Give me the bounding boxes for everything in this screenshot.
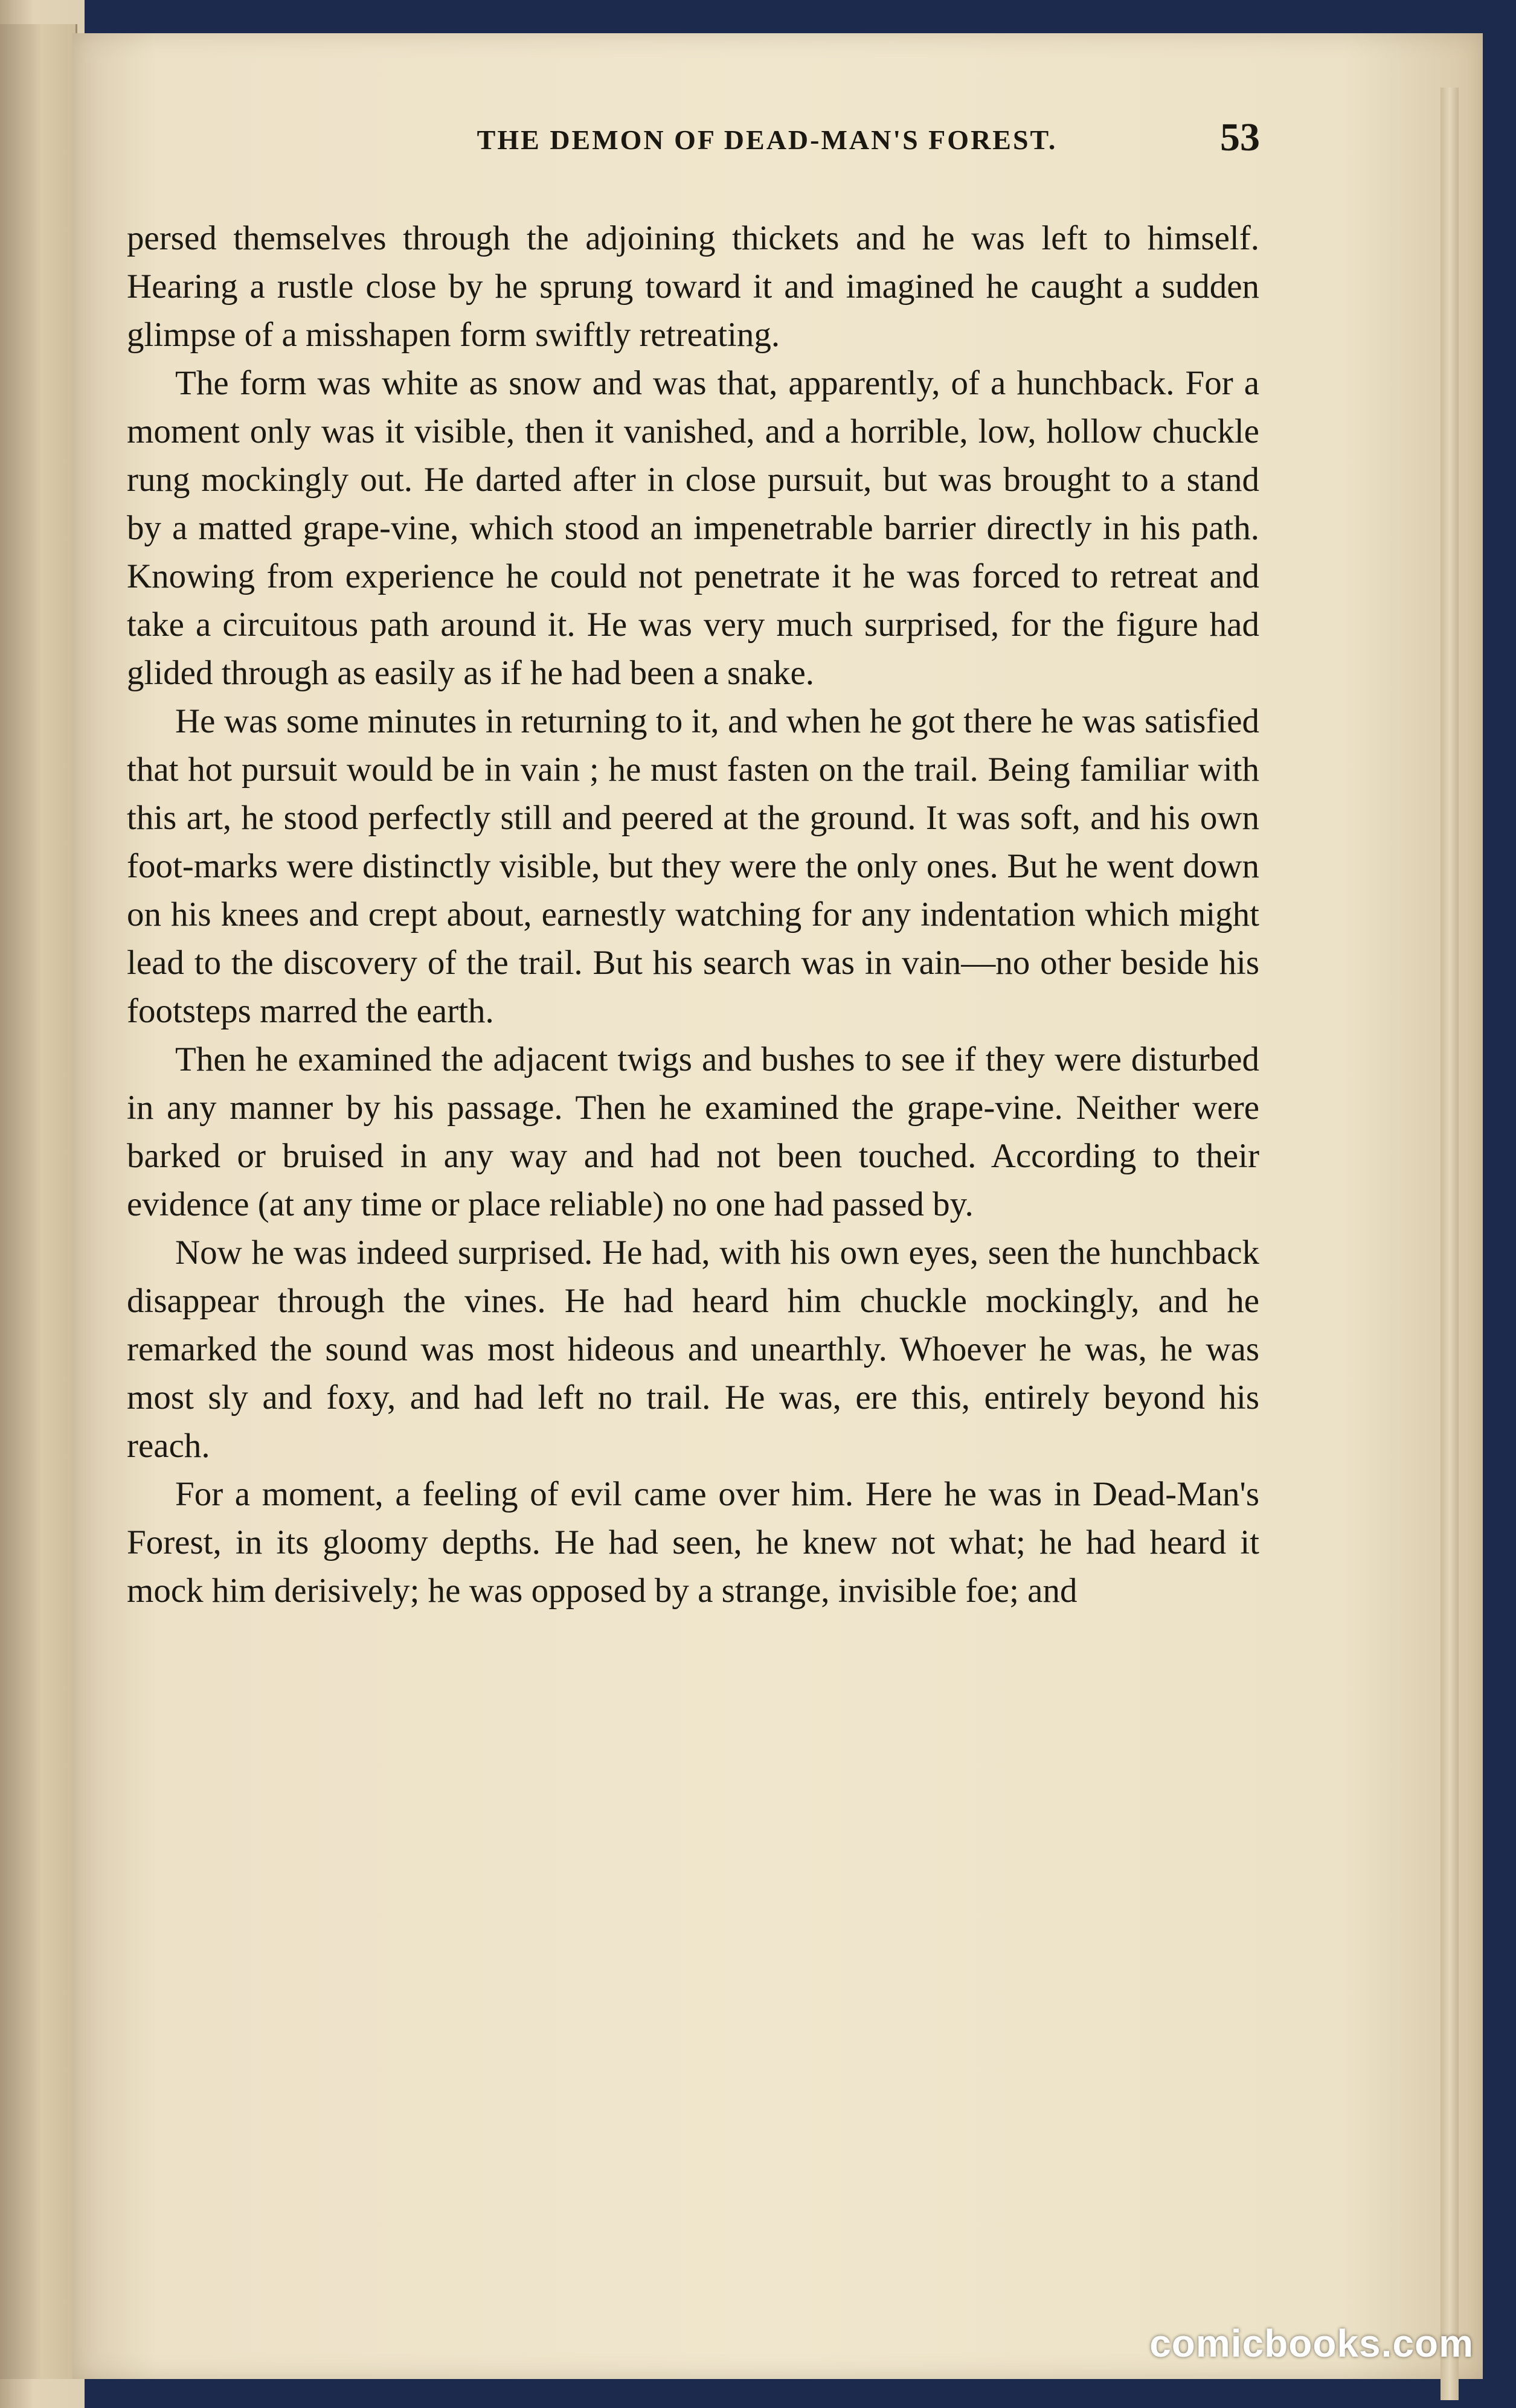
paragraph: Now he was indeed surprised. He had, with his own eyes, seen the hunchback disappear through the vines. He had heard him chuckle mockingly, and he remarked the sound was most hideous and unearthly. Whoever he was, he was most sly and foxy, and had left no trail. He was, ere this, entirely beyond his reach. [127,1234,1259,1465]
page-number: 53 [1220,115,1260,159]
paragraph: persed themselves through the adjoining thickets and he was left to himself. Hearing a rustle close by he sprung toward it and imagined he caught a sudden glimpse of a misshapen form swiftly retreating. [127,219,1259,354]
paragraph: He was some minutes in returning to it, and when he got there he was satisfied that hot pursuit would be in vain ; he must fasten on the trail. Being familiar with this art, he stood perfectly still and peered at the ground. It was soft, and his own foot-marks were distinctly visible, but they were the only ones. But he went down on his knees and crept about, earnestly watching for any indentation which might lead to the discovery of the trail. But his search was in vain—no other beside his footsteps marred the earth. [127,702,1259,1030]
paragraph: Then he examined the adjacent twigs and bushes to see if they were disturbed in any manner by his passage. Then he examined the grape-vine. Neither were barked or bruised in any way and had not been touched. According to their evidence (at any time or place reliable) no one had passed by. [127,1040,1259,1223]
paragraph: For a moment, a feeling of evil came over him. Here he was in Dead-Man's Forest, in its gloomy depths. He had seen, he knew not what; he had heard it mock him derisively; he was opposed by a strange, invisible foe; and [127,1475,1259,1610]
facing-page-edge [0,24,77,2379]
watermark: comicbooks.com [1149,2322,1474,2365]
body-text [127,214,1259,1615]
page-edge [1441,88,1459,2400]
running-title: THE DEMON OF DEAD-MAN'S FOREST. [477,124,1058,155]
paragraph: The form was white as snow and was that, apparently, of a hunchback. For a moment only was it visible, then it vanished, and a horrible, low, hollow chuckle rung mockingly out. He darted after in close pursuit, but was brought to a stand by a matted grape-vine, which stood an impenetrable barrier directly in his path. Knowing from experience he could not penetrate it he was forced to retreat and take a circuitous path around it. He was very much surprised, for the figure had glided through as easily as if he had been a snake. [127,364,1259,692]
